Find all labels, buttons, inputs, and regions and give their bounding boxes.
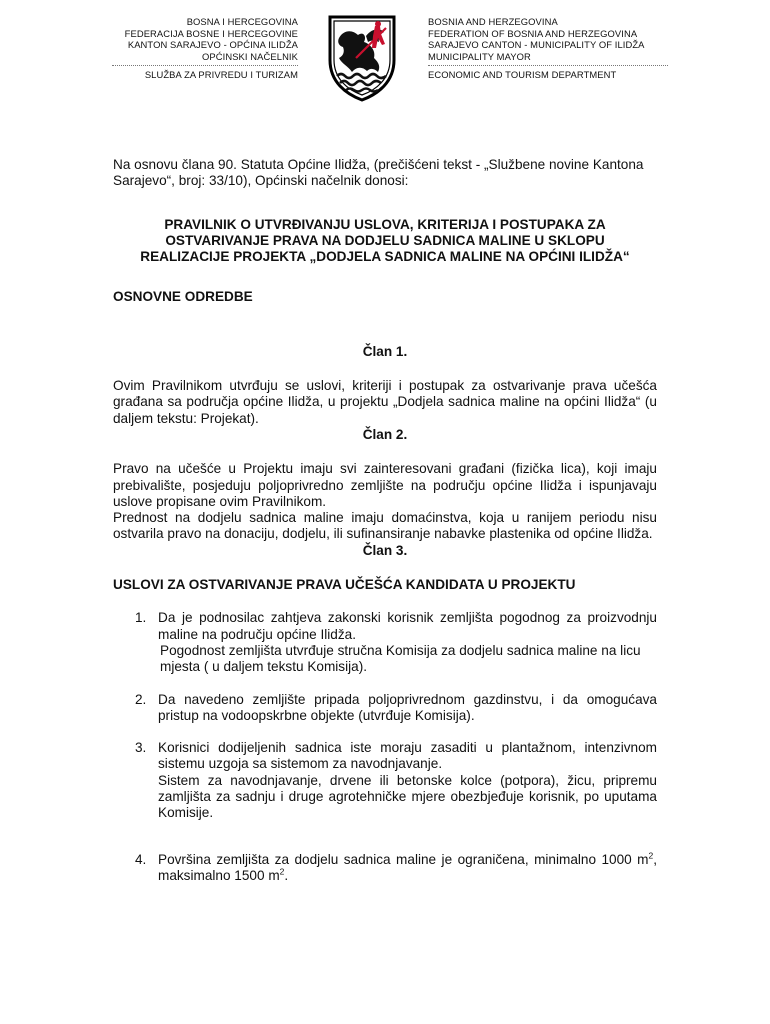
list-item — [113, 610, 657, 675]
list-item-text: Da navedeno zemljište pripada poljoprivrednom gazdinstvu, i da omogućava pristup na vodoopskrbne objekte (utvrđuje Komisija). — [158, 691, 657, 723]
list-item-extra-text: Pogodnost zemljišta utvrđuje stručna Komisija za dodjelu sadnica maline na licu mjesta ( u daljem tekstu Komisija). — [160, 642, 641, 675]
header-left-line: FEDERACIJA BOSNE I HERCEGOVINE — [124, 27, 298, 39]
title-line: OSTVARIVANJE PRAVA NA DODJELU SADNICA MALINE U SKLOPU — [165, 232, 605, 248]
list-item — [113, 740, 657, 821]
superscript: 2 — [279, 866, 285, 877]
list-item-number: 3. — [135, 740, 147, 756]
list-item-number: 1. — [135, 610, 147, 626]
section-heading-basic: OSNOVNE ODREDBE — [113, 289, 253, 305]
ilidza-coat-of-arms-icon — [326, 14, 398, 102]
header-right-block — [428, 16, 668, 81]
header-left-department: SLUŽBA ZA PRIVREDU I TURIZAM — [112, 65, 298, 81]
header-right-line: BOSNIA AND HERZEGOVINA — [428, 16, 558, 27]
list-item-number: 2. — [135, 691, 147, 707]
superscript: 2 — [648, 850, 654, 861]
article-2-paragraph-1: Pravo na učešće u Projektu imaju svi zainteresovani građani (fizička lica), koji imaju prebivalište, posjeduju poljoprivredno zemljište na području općine Ilidža i ispunjavaju uslove propisane ovim Pravilnikom. — [113, 461, 657, 509]
list-item-extra-text: Sistem za navodnjavanje, drvene ili betonske kolce (potpora), žicu, pripremu zamljišta za sadnju i druge agrotehničke mjere obezbjeđuje korisnik, po uputama Komisije. — [158, 772, 657, 821]
header-left-line: OPĆINSKI NAČELNIK — [202, 50, 298, 62]
conditions-list — [113, 610, 657, 884]
area-text-a: Površina zemljišta za dodjelu sadnica maline je ograničena, minimalno 1000 m — [158, 851, 649, 867]
document-title — [113, 217, 657, 266]
list-item-text: Da je podnosilac zahtjeva zakonski korisnik zemljišta pogodnog za proizvodnju maline na području općine Ilidža. — [158, 610, 657, 642]
header-right-line: SARAJEVO CANTON - MUNICIPALITY OF ILIDŽA — [428, 39, 645, 51]
article-1-text: Ovim Pravilnikom utvrđuju se uslovi, kriteriji i postupak za ostvarivanje prava učešća građana sa područja općine Ilidža, u projektu „Dodjela sadnica maline na općini Ilidža“ (u daljem tekstu: Projekat). — [113, 378, 657, 426]
list-item-number: 4. — [135, 851, 147, 867]
list-item-text — [158, 852, 657, 885]
section-heading-conditions: USLOVI ZA OSTVARIVANJE PRAVA UČEŠĆA KANDIDATA U PROJEKTU — [113, 577, 576, 593]
list-item — [113, 852, 657, 885]
list-item-text: Korisnici dodijeljenih sadnica iste moraju zasaditi u plantažnom, intenzivnom sistemu uzgoja sa sistemom za navodnjavanje. — [158, 740, 657, 772]
header-left-block — [112, 16, 298, 81]
article-2-paragraph-2: Prednost na dodjelu sadnica maline imaju domaćinstva, koja u ranijem periodu nisu ostvarila pravo na donaciju, dodjelu, ili sufinansiranje nabavke plastenika od općine Ilidža. — [113, 510, 657, 542]
header-right-line: MUNICIPALITY MAYOR — [428, 50, 531, 62]
title-line: REALIZACIJE PROJEKTA „DODJELA SADNICA MALINE NA OPĆINI ILIDŽA“ — [140, 249, 630, 265]
list-item — [113, 692, 657, 725]
header-right-department: ECONOMIC AND TOURISM DEPARTMENT — [428, 65, 668, 81]
header-left-line: BOSNA I HERCEGOVINA — [186, 16, 298, 27]
title-line: PRAVILNIK O UTVRĐIVANJU USLOVA, KRITERIJA I POSTUPAKA ZA — [164, 216, 606, 232]
area-text-b: , maksimalno 1500 m — [158, 851, 657, 883]
header-left-line: KANTON SARAJEVO - OPĆINA ILIDŽA — [127, 39, 298, 51]
article-1-heading: Član 1. — [362, 343, 408, 359]
article-3-heading: Član 3. — [362, 542, 408, 558]
area-text-c: . — [284, 867, 289, 883]
article-2-heading: Član 2. — [362, 426, 408, 442]
intro-paragraph: Na osnovu člana 90. Statuta Općine Ilidža, (prečišćeni tekst - „Službene novine Kantona Sarajevo“, broj: 33/10), Općinski načelnik donosi: — [113, 157, 644, 189]
header-right-line: FEDERATION OF BOSNIA AND HERZEGOVINA — [428, 27, 638, 39]
document-body — [113, 157, 657, 884]
